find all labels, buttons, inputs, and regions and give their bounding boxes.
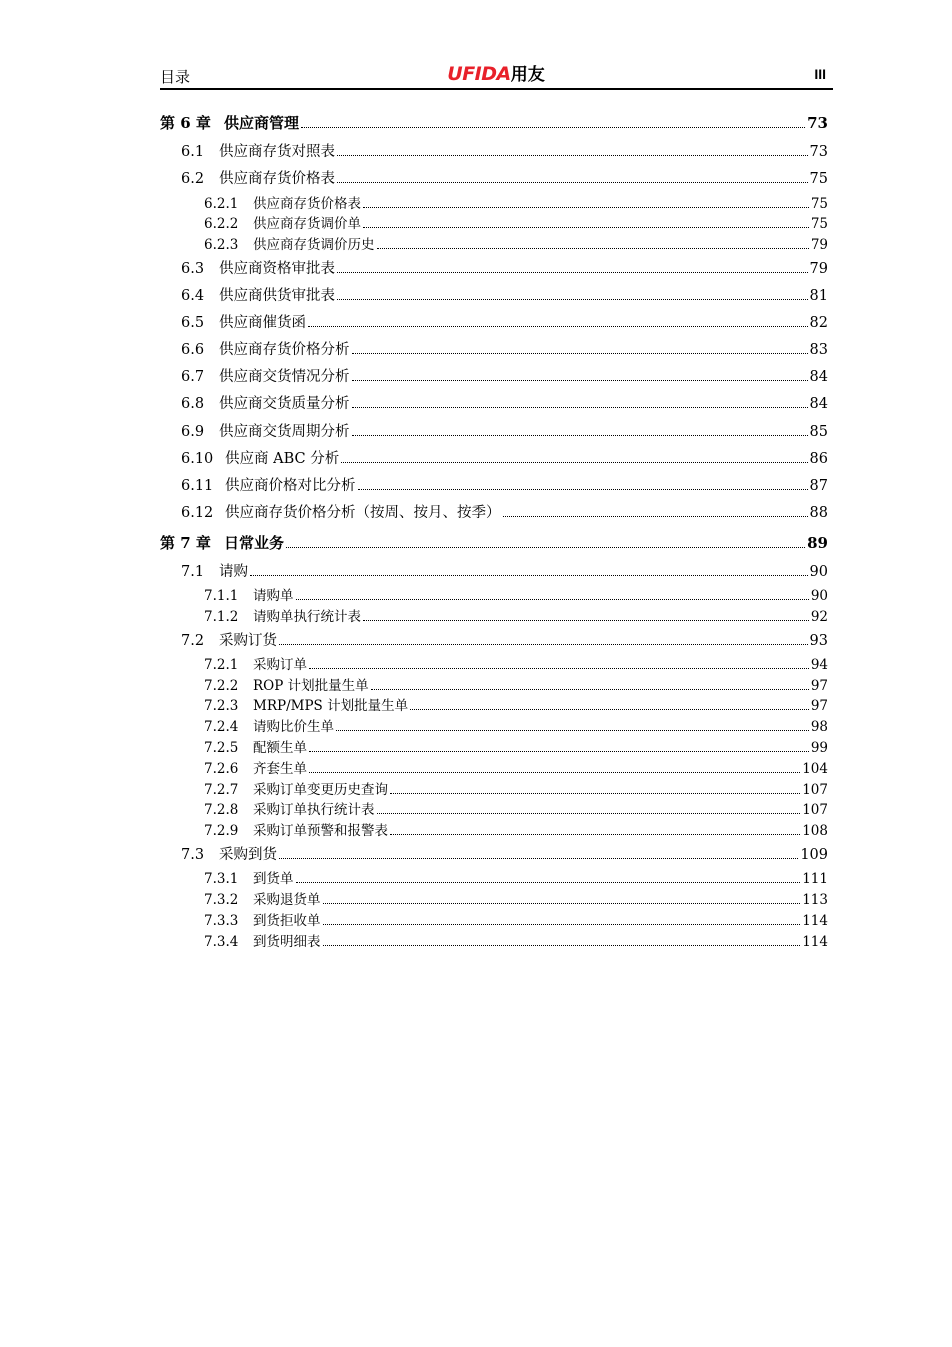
toc-dot-leader <box>296 599 809 600</box>
toc-entry-title: 供应商存货调价单 <box>253 216 361 232</box>
toc-dot-leader <box>410 709 809 710</box>
toc-dot-leader <box>363 227 809 228</box>
toc-subsection-entry[interactable] <box>204 605 828 625</box>
toc-entry-number: 6.2.1 <box>204 196 239 212</box>
toc-entry-number: 6.8 <box>181 396 205 412</box>
toc-entry-number: 6.4 <box>181 288 205 304</box>
toc-dot-leader <box>352 435 808 436</box>
toc-dot-leader <box>337 299 808 300</box>
toc-dot-leader <box>301 127 805 128</box>
toc-entry-page: 79 <box>809 261 828 277</box>
toc-entry-title: MRP/MPS 计划批量生单 <box>253 698 409 714</box>
toc-dot-leader <box>337 155 808 156</box>
toc-dot-leader <box>309 668 809 669</box>
toc-entry-title: 采购订单 <box>253 657 307 673</box>
header-section-title: 目录 <box>160 68 191 86</box>
toc-entry-page: 82 <box>809 315 828 331</box>
toc-entry-title: 请购单 <box>253 588 294 604</box>
toc-subsection-entry[interactable] <box>204 867 828 887</box>
toc-subsection-entry[interactable] <box>204 757 828 777</box>
toc-entry-number: 6.11 <box>181 478 214 494</box>
toc-entry-title: 供应商资格审批表 <box>219 261 335 277</box>
logo-brand-en: UFIDA <box>447 63 511 85</box>
toc-dot-leader <box>337 182 808 183</box>
toc-entry-page: 114 <box>802 913 828 929</box>
toc-entry-number: 7.1.1 <box>204 588 239 604</box>
toc-entry-number: 7.3 <box>181 847 205 863</box>
toc-entry-page: 75 <box>809 171 828 187</box>
toc-entry-title: 采购到货 <box>219 847 277 863</box>
toc-section-entry[interactable] <box>181 843 828 864</box>
toc-dot-leader <box>250 575 808 576</box>
toc-entry-page: 73 <box>807 114 828 132</box>
toc-dot-leader <box>390 834 800 835</box>
toc-section-entry[interactable] <box>181 167 828 188</box>
toc-dot-leader <box>279 858 798 859</box>
toc-entry-number: 7.1.2 <box>204 609 239 625</box>
toc-entry-page: 104 <box>802 761 828 777</box>
toc-dot-leader <box>363 620 809 621</box>
toc-entry-title: 齐套生单 <box>253 761 307 777</box>
toc-entry-number: 6.2 <box>181 171 205 187</box>
toc-dot-leader <box>323 945 801 946</box>
toc-entry-page: 113 <box>802 892 828 908</box>
toc-entry-page: 79 <box>810 237 828 253</box>
toc-entry-page: 86 <box>809 451 828 467</box>
toc-subsection-entry[interactable] <box>204 715 828 735</box>
toc-chapter-entry[interactable] <box>160 532 828 553</box>
toc-dot-leader <box>308 326 808 327</box>
toc-entry-page: 85 <box>809 424 828 440</box>
toc-entry-title: 供应商价格对比分析 <box>225 478 356 494</box>
toc-section-entry[interactable] <box>181 365 828 386</box>
toc-entry-page: 109 <box>800 847 828 863</box>
toc-subsection-entry[interactable] <box>204 233 828 253</box>
toc-entry-number: 7.1 <box>181 564 205 580</box>
toc-entry-title: 供应商催货函 <box>219 315 306 331</box>
toc-dot-leader <box>296 882 801 883</box>
toc-entry-page: 73 <box>809 144 828 160</box>
toc-entry-number: 7.3.1 <box>204 871 239 887</box>
toc-dot-leader <box>352 407 808 408</box>
toc-section-entry[interactable] <box>181 474 828 495</box>
toc-entry-page: 97 <box>810 678 828 694</box>
toc-entry-number: 7.2.5 <box>204 740 239 756</box>
toc-entry-number: 6.2.3 <box>204 237 239 253</box>
toc-dot-leader <box>358 489 808 490</box>
toc-entry-page: 107 <box>802 802 828 818</box>
toc-dot-leader <box>337 272 808 273</box>
toc-section-entry[interactable] <box>181 284 828 305</box>
toc-entry-page: 90 <box>810 588 828 604</box>
toc-entry-title: 采购订单变更历史查询 <box>253 782 388 798</box>
toc-entry-number: 7.2.2 <box>204 678 239 694</box>
toc-subsection-entry[interactable] <box>204 192 828 212</box>
toc-dot-leader <box>309 772 800 773</box>
toc-dot-leader <box>323 903 801 904</box>
toc-entry-page: 89 <box>807 534 828 552</box>
toc-entry-number: 7.2.6 <box>204 761 239 777</box>
toc-entry-number: 7.3.4 <box>204 934 239 950</box>
toc-entry-title: 到货拒收单 <box>253 913 321 929</box>
toc-subsection-entry[interactable] <box>204 888 828 908</box>
toc-entry-page: 75 <box>810 216 828 232</box>
toc-entry-page: 107 <box>802 782 828 798</box>
toc-entry-page: 84 <box>809 369 828 385</box>
toc-entry-page: 97 <box>810 698 828 714</box>
toc-dot-leader <box>503 516 808 517</box>
toc-entry-number: 6.6 <box>181 342 205 358</box>
toc-entry-page: 92 <box>810 609 828 625</box>
toc-entry-page: 84 <box>809 396 828 412</box>
toc-entry-number: 6.12 <box>181 505 214 521</box>
toc-subsection-entry[interactable] <box>204 930 828 950</box>
toc-entry-page: 87 <box>809 478 828 494</box>
toc-entry-title: 请购 <box>219 564 248 580</box>
toc-section-entry[interactable] <box>181 447 828 468</box>
toc-entry-number: 6.1 <box>181 144 205 160</box>
toc-entry-page: 81 <box>809 288 828 304</box>
toc-entry-title: 请购比价生单 <box>253 719 334 735</box>
toc-entry-number: 6.9 <box>181 424 205 440</box>
toc-entry-title: 到货单 <box>253 871 294 887</box>
toc-entry-page: 114 <box>802 934 828 950</box>
page-header <box>160 64 832 88</box>
toc-entry-title: 供应商存货价格表 <box>219 171 335 187</box>
toc-subsection-entry[interactable] <box>204 674 828 694</box>
toc-dot-leader <box>390 793 800 794</box>
toc-entry-number: 6.5 <box>181 315 205 331</box>
toc-entry-number: 6.2.2 <box>204 216 239 232</box>
toc-entry-title: 采购订货 <box>219 633 277 649</box>
toc-entry-title: 日常业务 <box>224 534 285 552</box>
toc-entry-page: 90 <box>809 564 828 580</box>
toc-entry-title: 供应商 ABC 分析 <box>225 451 340 467</box>
toc-section-entry[interactable] <box>181 420 828 441</box>
toc-entry-page: 99 <box>810 740 828 756</box>
toc-dot-leader <box>309 751 809 752</box>
ufida-logo <box>160 64 832 85</box>
toc-subsection-entry[interactable] <box>204 798 828 818</box>
toc-dot-leader <box>352 380 808 381</box>
toc-section-entry[interactable] <box>181 311 828 332</box>
toc-dot-leader <box>286 547 805 548</box>
toc-section-entry[interactable] <box>181 140 828 161</box>
toc-entry-title: 供应商供货审批表 <box>219 288 335 304</box>
toc-dot-leader <box>336 730 809 731</box>
toc-entry-number: 7.2.9 <box>204 823 239 839</box>
toc-entry-page: 98 <box>810 719 828 735</box>
toc-subsection-entry[interactable] <box>204 212 828 232</box>
toc-entry-title: 供应商存货对照表 <box>219 144 335 160</box>
toc-entry-number: 7.2.7 <box>204 782 239 798</box>
toc-entry-number: 7.2 <box>181 633 205 649</box>
toc-dot-leader <box>377 813 801 814</box>
toc-entry-page: 93 <box>809 633 828 649</box>
toc-section-entry[interactable] <box>181 257 828 278</box>
toc-entry-page: 94 <box>810 657 828 673</box>
header-page-number: III <box>814 66 826 82</box>
toc-entry-number: 第 6 章 <box>160 114 211 132</box>
toc-entry-title: 供应商存货价格表 <box>253 196 361 212</box>
toc-dot-leader <box>371 689 809 690</box>
toc-entry-number: 6.3 <box>181 261 205 277</box>
toc-entry-page: 111 <box>802 871 828 887</box>
header-divider <box>160 88 833 90</box>
toc-dot-leader <box>279 644 808 645</box>
toc-entry-number: 7.2.3 <box>204 698 239 714</box>
toc-entry-number: 第 7 章 <box>160 534 211 552</box>
toc-entry-number: 7.2.4 <box>204 719 239 735</box>
toc-dot-leader <box>352 353 808 354</box>
toc-entry-page: 108 <box>802 823 828 839</box>
toc-entry-number: 7.3.3 <box>204 913 239 929</box>
toc-subsection-entry[interactable] <box>204 584 828 604</box>
toc-dot-leader <box>363 207 809 208</box>
toc-entry-number: 7.2.8 <box>204 802 239 818</box>
toc-subsection-entry[interactable] <box>204 736 828 756</box>
toc-dot-leader <box>341 462 807 463</box>
toc-section-entry[interactable] <box>181 501 828 522</box>
toc-entry-title: 配额生单 <box>253 740 307 756</box>
toc-section-entry[interactable] <box>181 338 828 359</box>
toc-entry-title: 请购单执行统计表 <box>253 609 361 625</box>
toc-entry-number: 6.7 <box>181 369 205 385</box>
toc-entry-title: 供应商交货情况分析 <box>219 369 350 385</box>
logo-brand-cn: 用友 <box>510 65 545 85</box>
toc-entry-title: 采购订单执行统计表 <box>253 802 375 818</box>
toc-entry-title: 供应商存货调价历史 <box>253 237 375 253</box>
toc-chapter-entry[interactable] <box>160 112 828 133</box>
toc-entry-page: 83 <box>809 342 828 358</box>
toc-subsection-entry[interactable] <box>204 694 828 714</box>
toc-entry-title: 供应商交货周期分析 <box>219 424 350 440</box>
toc-entry-number: 6.10 <box>181 451 214 467</box>
toc-entry-number: 7.3.2 <box>204 892 239 908</box>
toc-entry-title: 到货明细表 <box>253 934 321 950</box>
toc-entry-number: 7.2.1 <box>204 657 239 673</box>
toc-subsection-entry[interactable] <box>204 909 828 929</box>
toc-section-entry[interactable] <box>181 629 828 650</box>
toc-subsection-entry[interactable] <box>204 653 828 673</box>
toc-entry-title: 供应商交货质量分析 <box>219 396 350 412</box>
toc-entry-page: 75 <box>810 196 828 212</box>
toc-dot-leader <box>323 924 801 925</box>
toc-subsection-entry[interactable] <box>204 778 828 798</box>
toc-entry-title: ROP 计划批量生单 <box>253 678 369 694</box>
toc-entry-title: 采购订单预警和报警表 <box>253 823 388 839</box>
toc-section-entry[interactable] <box>181 560 828 581</box>
toc-entry-title: 供应商存货价格分析 <box>219 342 350 358</box>
toc-dot-leader <box>377 248 809 249</box>
toc-entry-title: 供应商管理 <box>224 114 300 132</box>
toc-entry-page: 88 <box>809 505 828 521</box>
toc-entry-title: 采购退货单 <box>253 892 321 908</box>
toc-entry-title: 供应商存货价格分析（按周、按月、按季） <box>225 505 501 521</box>
toc-section-entry[interactable] <box>181 392 828 413</box>
toc-subsection-entry[interactable] <box>204 819 828 839</box>
